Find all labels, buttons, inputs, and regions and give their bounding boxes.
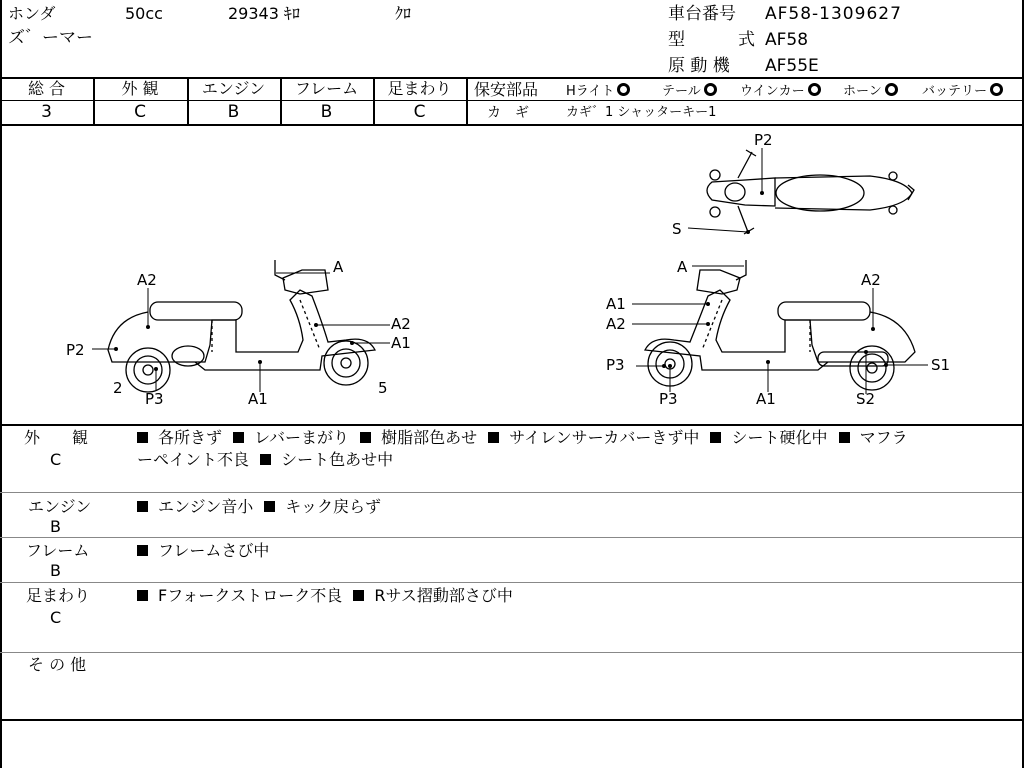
bullet-icon [360,432,371,443]
bullet-icon [137,590,148,601]
bullet-icon [137,501,148,512]
grade-header-exterior: 外 観 [121,79,159,98]
grades-mid-rule [0,100,466,101]
frame-number-value: AF58-1309627 [765,4,902,24]
safety-item-battery: バッテリー [922,83,1003,98]
remark-line-exterior-1: 各所きず レバーまがり 樹脂部色あせ サイレンサーカバーきず中 シート硬化中 マフラ [137,430,908,446]
label-right-a: A [677,258,688,276]
grade-header-suspension: 足まわり [387,79,452,98]
label-right-s2: S2 [856,390,876,408]
type-label-1: 型 [668,30,685,50]
type-value: AF58 [765,30,809,50]
key-value: カギ゛1 シャッターキー1 [566,105,717,120]
remark-divider-3 [0,582,1022,583]
ok-circle-icon [885,83,898,96]
remark-grade-engine: B [50,517,61,536]
label-left-p3: P3 [145,390,164,408]
remark-grade-frame: B [50,561,61,580]
bullet-icon [260,454,271,465]
bullet-icon [233,432,244,443]
remark-line-suspension-1: Fフォークストローク不良 Rサス摺動部さび中 [137,588,513,604]
label-right-a1-mid: A1 [606,295,626,313]
label-left-a: A [333,258,344,276]
top-view-scooter [707,150,914,234]
remark-divider-2 [0,537,1022,538]
remark-line-frame-1: フレームさび中 [137,543,269,559]
remark-divider-4 [0,652,1022,653]
safety-item-headlight: Hライト [566,83,630,98]
label-right-a2-mid: A2 [606,315,626,333]
grade-value-suspension: C [413,102,426,122]
grade-value-exterior: C [134,102,146,122]
bullet-icon [488,432,499,443]
label-left-a2-mid: A2 [391,315,411,333]
grade-header-overall: 総 合 [27,79,66,98]
label-right-s1: S1 [931,356,951,374]
remark-line-engine-1: エンジン音小 キック戻らず [137,499,381,515]
label-left-p2: P2 [66,341,85,359]
grade-value-engine: B [227,102,240,122]
label-right-p3-bottom: P3 [659,390,678,408]
ok-circle-icon [704,83,717,96]
label-left-a1-mid: A1 [391,334,411,352]
remark-grade-suspension: C [50,608,62,627]
remark-line-exterior-2: ーペイント不良 シート色あせ中 [137,450,394,469]
remark-divider-1 [0,492,1022,493]
safety-item-horn: ホーン [843,83,898,98]
bullet-icon [137,545,148,556]
remark-label-frame: フレーム [26,541,90,560]
diagram-bottom-rule [0,424,1024,426]
remark-label-suspension: 足まわり [26,586,91,605]
safety-item-tail: テール [662,83,717,98]
safety-parts-label: 保安部品 [474,80,539,99]
label-right-a1-bottom: A1 [756,390,776,408]
mileage: 29343 ｷﾛ [228,4,300,23]
color: ｸﾛ [395,4,412,23]
grade-header-frame: フレーム [294,79,359,98]
label-left-2: 2 [113,379,123,397]
model-name: ズ゛ーマー [8,28,93,48]
remark-label-exterior: 外 観 [24,428,89,447]
safety-item-winker: ウインカー [740,83,821,98]
grade-header-engine: エンジン [201,79,266,98]
label-left-5: 5 [378,379,388,397]
frame-number-label: 車台番号 [668,4,736,24]
ok-circle-icon [808,83,821,96]
remark-label-other: そ の 他 [28,655,87,674]
bullet-icon [353,590,364,601]
label-top-p2: P2 [754,131,773,149]
scooter-diagram [0,126,1022,424]
bullet-icon [839,432,850,443]
grade-value-frame: B [320,102,333,122]
bullet-icon [264,501,275,512]
ok-circle-icon [617,83,630,96]
key-label: カ ギ [487,105,529,121]
label-top-s: S [672,220,682,238]
remark-grade-exterior: C [50,450,62,469]
grade-value-overall: 3 [41,102,52,122]
label-left-a1-bottom: A1 [248,390,268,408]
safety-mid-rule [468,100,1024,101]
label-left-a2-top: A2 [137,271,157,289]
grades-col-divider-5 [466,77,468,125]
bullet-icon [710,432,721,443]
other-bottom-rule [0,719,1024,721]
bullet-icon [137,432,148,443]
ok-circle-icon [990,83,1003,96]
engine-model-value: AF55E [765,56,819,76]
displacement: 50cc [125,4,163,23]
remark-label-engine: エンジン [28,497,92,516]
engine-model-label: 原 動 機 [668,56,730,76]
label-right-p3-left: P3 [606,356,625,374]
type-label-2: 式 [738,30,755,50]
label-right-a2-top: A2 [861,271,881,289]
maker-name: ホンダ [8,4,56,23]
